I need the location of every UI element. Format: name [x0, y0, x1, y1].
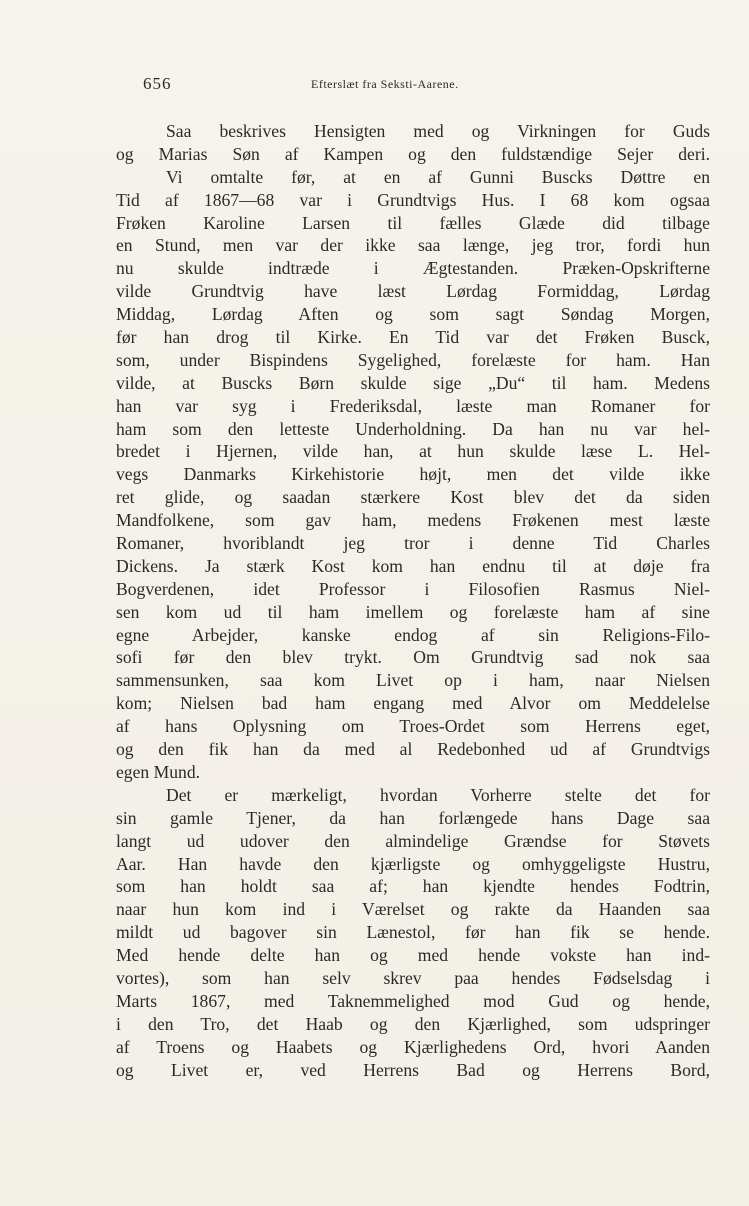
text-line: af Troens og Haabets og Kjærlighedens Ord, hvori Aanden [116, 1036, 710, 1057]
page-number: 656 [143, 74, 172, 93]
text-line: vilde Grundtvig have læst Lørdag Formiddag, Lørdag [116, 281, 710, 302]
text-line: Aar. Han havde den kjærligste og omhyggeligste Hustru, [116, 853, 710, 874]
text-line: sen kom ud til ham imellem og forelæste ham af sine [116, 601, 710, 622]
text-line: egne Arbejder, kanske endog af sin Religions-Filo- [116, 624, 710, 645]
text-line: vortes), som han selv skrev paa hendes Fødselsdag i [116, 967, 710, 988]
text-line: nu skulde indtræde i Ægtestanden. Præken-Opskrifterne [116, 258, 710, 279]
text-line: før han drog til Kirke. En Tid var det Frøken Busck, [116, 327, 710, 348]
text-line: Tid af 1867—68 var i Grundtvigs Hus. I 68 kom ogsaa [116, 189, 710, 210]
text-line: ret glide, og saadan stærkere Kost blev det da siden [116, 487, 710, 508]
text-line: sammensunken, saa kom Livet op i ham, naar Nielsen [116, 670, 710, 691]
text-line: vilde, at Buscks Børn skulde sige „Du“ til ham. Medens [116, 372, 710, 393]
text-line: Mandfolkene, som gav ham, medens Frøkenen mest læste [116, 510, 710, 531]
text-line: sin gamle Tjener, da han forlængede hans Dage saa [116, 807, 710, 828]
text-line: Saa beskrives Hensigten med og Virkningen for Guds [166, 121, 710, 141]
text-line: Middag, Lørdag Aften og som sagt Søndag Morgen, [116, 304, 710, 325]
text-line: langt ud udover den almindelige Grændse for Støvets [116, 830, 710, 851]
text-line: mildt ud bagover sin Lænestol, før han fik se hende. [116, 922, 710, 943]
text-line: kom; Nielsen bad ham engang med Alvor om Meddelelse [116, 693, 710, 714]
text-line: Frøken Karoline Larsen til fælles Glæde did tilbage [116, 212, 710, 233]
body-text [116, 120, 710, 1081]
text-line: Det er mærkeligt, hvordan Vorherre stelte det for [166, 784, 710, 805]
text-line: i den Tro, det Haab og den Kjærlighed, som udspringer [116, 1013, 710, 1034]
text-line: og Livet er, ved Herrens Bad og Herrens Bord, [116, 1059, 710, 1080]
text-line: han var syg i Frederiksdal, læste man Romaner for [116, 395, 710, 416]
text-line: og den fik han da med al Redebonhed ud af Grundtvigs [116, 739, 710, 760]
text-line: og Marias Søn af Kampen og den fuldstændige Sejer deri. [116, 143, 710, 164]
text-line: Dickens. Ja stærk Kost kom han endnu til at døje fra [116, 555, 710, 576]
text-line: Vi omtalte før, at en af Gunni Buscks Døttre en [166, 166, 710, 187]
text-line: sofi før den blev trykt. Om Grundtvig sad nok saa [116, 647, 710, 668]
text-line: som han holdt saa af; han kjendte hendes Fodtrin, [116, 876, 710, 897]
text-line: Marts 1867, med Taknemmelighed mod Gud og hende, [116, 990, 710, 1011]
text-line: vegs Danmarks Kirkehistorie højt, men det vilde ikke [116, 464, 710, 485]
text-line: naar hun kom ind i Værelset og rakte da Haanden saa [116, 899, 710, 920]
page-header [143, 74, 563, 96]
text-line: en Stund, men var der ikke saa længe, jeg tror, fordi hun [116, 235, 710, 256]
text-line: af hans Oplysning om Troes-Ordet som Herrens eget, [116, 716, 710, 737]
text-line: egen Mund. [116, 761, 201, 782]
text-line: ham som den letteste Underholdning. Da han nu var hel- [116, 418, 710, 439]
text-line: Med hende delte han og med hende vokste han ind- [116, 945, 710, 966]
text-line: Bogverdenen, idet Professor i Filosofien Rasmus Niel- [116, 578, 710, 599]
text-line: som, under Bispindens Sygelighed, forelæste for ham. Han [116, 349, 710, 370]
text-line: Romaner, hvoriblandt jeg tror i denne Tid Charles [116, 533, 710, 554]
text-line: bredet i Hjernen, vilde han, at hun skulde læse L. Hel- [116, 441, 710, 462]
running-title: Efterslæt fra Seksti-Aarene. [311, 77, 459, 91]
